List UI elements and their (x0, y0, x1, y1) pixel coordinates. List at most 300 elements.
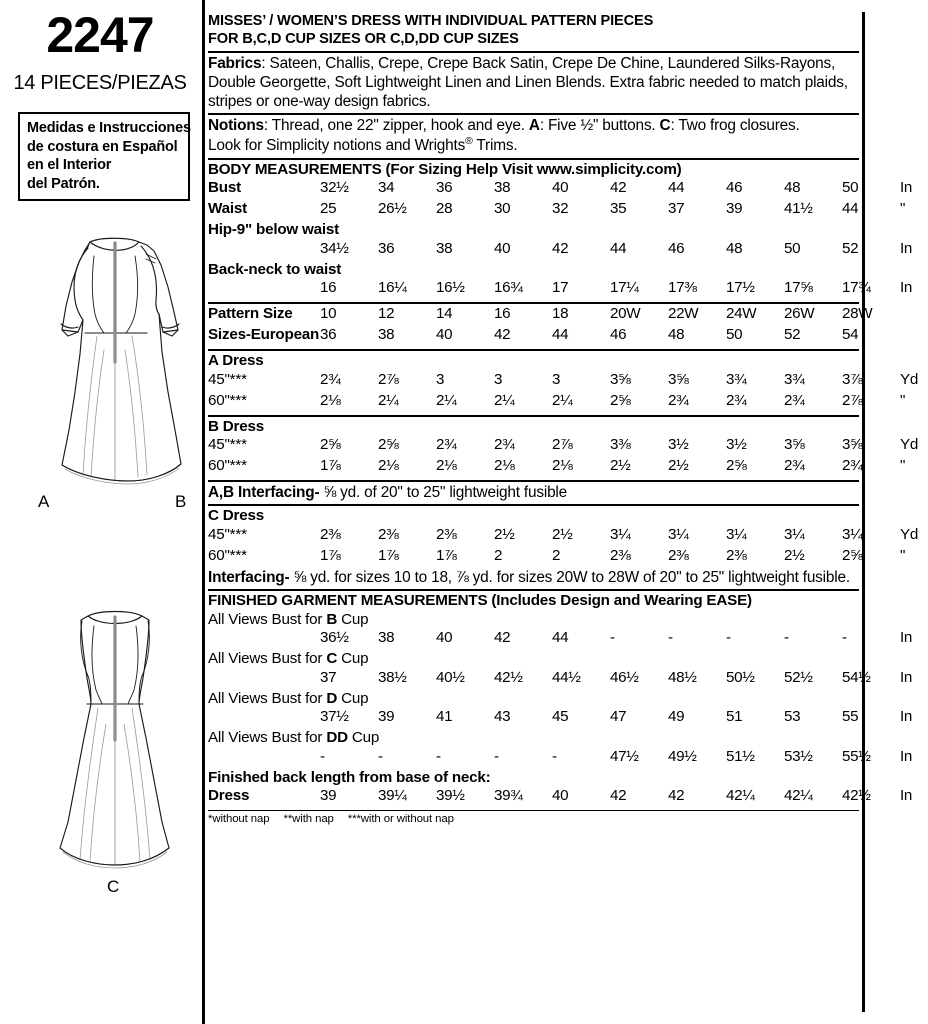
fabrics-section (208, 53, 856, 114)
cell: 2⅝ (610, 391, 631, 409)
row-cells (320, 787, 928, 805)
cell: 16½ (436, 279, 465, 297)
cell: 3¼ (726, 526, 747, 544)
cell: 52½ (784, 668, 813, 686)
row-label: 45"*** (208, 370, 247, 388)
cell: 28 (436, 200, 453, 218)
cell: 2¼ (552, 391, 573, 409)
unit-cell: In (900, 239, 913, 257)
interfacing-ab-line (208, 483, 856, 502)
title-line-1: MISSES’ / WOMEN’S DRESS WITH INDIVIDUAL PATTERN PIECES (208, 13, 654, 29)
unit-cell (900, 326, 928, 344)
cell: 39¼ (378, 787, 407, 805)
yardage-c-section (208, 506, 918, 589)
row-cells (320, 708, 928, 726)
yardage-c-heading: C Dress (208, 507, 265, 525)
heading-cup: DD (326, 729, 348, 747)
cell: 26½ (378, 200, 407, 218)
cell: 42 (668, 787, 685, 805)
table-row-bust-dd-cup (208, 747, 913, 769)
row-label: Waist (208, 200, 247, 218)
cell: 36 (436, 179, 453, 197)
dress-illustration-c (36, 608, 196, 870)
spanish-notice-line-1: Medidas e Instrucciones (27, 120, 191, 136)
cell: - (494, 747, 499, 765)
cell: 2⅛ (320, 391, 341, 409)
cell: 2⅜ (610, 547, 631, 565)
unit-cell: " (900, 200, 906, 218)
cell: 2⅜ (436, 526, 457, 544)
cell: 40 (436, 629, 453, 647)
row-cells (320, 326, 928, 344)
cell: 17⅜ (668, 279, 697, 297)
unit-cell: In (900, 279, 913, 297)
cell: 53 (784, 708, 801, 726)
spanish-notice-line-2: de costura en Español (27, 138, 178, 155)
cell: 40 (552, 787, 569, 805)
row-label: 45"*** (208, 526, 247, 544)
heading-suffix: Cup (347, 729, 380, 747)
finished-group-heading-dd (208, 729, 856, 748)
cell: 1⅞ (320, 457, 341, 475)
cell: 25 (320, 200, 337, 218)
unit-cell: In (900, 668, 913, 686)
cell: 1⅞ (320, 547, 341, 565)
sizes-section (208, 304, 873, 349)
cell: - (436, 747, 441, 765)
cell: 39¾ (494, 787, 523, 805)
cell: 16¾ (494, 279, 523, 297)
cell: 2⅛ (436, 457, 457, 475)
cell: 2½ (494, 526, 515, 544)
cell: 42 (610, 179, 627, 197)
table-row-bust-b-cup (208, 629, 913, 650)
hip-heading: Hip-9" below waist (208, 221, 340, 239)
cell: - (842, 629, 847, 647)
cell: 2⅛ (552, 457, 573, 475)
notions-label: Notions (208, 117, 264, 135)
cell: 30 (494, 200, 511, 218)
yardage-b-section (208, 417, 918, 481)
cell: 2⅝ (726, 457, 747, 475)
table-row-a-60 (208, 391, 906, 413)
pieces-count: 14 PIECES/PIEZAS (13, 72, 187, 94)
row-cells (320, 371, 928, 389)
table-row-c-45 (208, 526, 918, 547)
cell: 37 (668, 200, 685, 218)
cell: 3⅝ (610, 370, 631, 388)
cell: 36 (320, 326, 337, 344)
interfacing-c-text: ⅝ yd. for sizes 10 to 18, ⅞ yd. for sizes 20W to 28W of 20" to 25" lightweight fusible. (289, 569, 850, 587)
row-label: 60"*** (208, 457, 247, 475)
notions-text-c: : Two frog closures. (670, 117, 800, 135)
cell: 40 (494, 239, 511, 257)
cell: 2¾ (494, 436, 515, 454)
unit-cell: In (900, 708, 913, 726)
cell: 41½ (784, 200, 813, 218)
cell: 2¼ (378, 391, 399, 409)
cell: 38½ (378, 668, 407, 686)
cell: 46 (610, 326, 627, 344)
cell: 2½ (610, 457, 631, 475)
cell: 47 (610, 708, 627, 726)
finished-group-heading-c (208, 650, 856, 669)
cell: - (610, 629, 615, 647)
cell: 48 (668, 326, 685, 344)
cell: 32½ (320, 179, 349, 197)
body-measurements-heading: BODY MEASUREMENTS (For Sizing Help Visit www.simplicity.com) (208, 160, 682, 178)
cell: 24W (726, 305, 757, 323)
figure-label-a: A (38, 492, 50, 511)
row-cells (320, 279, 928, 297)
unit-cell: In (900, 179, 913, 197)
cell: - (320, 747, 325, 765)
cell: 50 (842, 179, 859, 197)
footnotes (208, 811, 856, 825)
title-line-2: FOR B,C,D CUP SIZES OR C,D,DD CUP SIZES (208, 30, 519, 47)
row-cells (320, 547, 928, 565)
cell: 2 (494, 547, 503, 565)
cell: - (552, 747, 557, 765)
cell: 3⅝ (668, 370, 689, 388)
row-label: 45"*** (208, 436, 247, 454)
row-cells (320, 669, 928, 687)
cell: 35 (610, 200, 627, 218)
cell: 2⅜ (378, 526, 399, 544)
cell: 55½ (842, 747, 871, 765)
cell: 3⅜ (610, 436, 631, 454)
cell: 39 (320, 787, 337, 805)
cell: 44 (552, 326, 569, 344)
cell: 36 (378, 239, 395, 257)
row-cells (320, 240, 928, 258)
table-row-european-size (208, 326, 859, 347)
cell: 44 (668, 179, 685, 197)
cell: 2½ (668, 457, 689, 475)
heading-suffix: Cup (337, 610, 369, 628)
cell: 52 (784, 326, 801, 344)
unit-cell: " (900, 547, 906, 565)
table-row-waist (208, 200, 906, 221)
cell: 2¼ (494, 391, 515, 409)
row-cells (320, 457, 928, 475)
cell: 39½ (436, 787, 465, 805)
cell: 48 (726, 239, 743, 257)
cell: 2⅝ (378, 436, 399, 454)
cell: 2¾ (726, 391, 747, 409)
notions-line-1 (208, 116, 856, 135)
footnote-with-or-without-nap: ***with or without nap (347, 813, 454, 826)
cell: 2¾ (436, 436, 457, 454)
cell: 40 (552, 179, 569, 197)
cell: 3⅝ (842, 436, 863, 454)
cell: 17¼ (610, 279, 639, 297)
cell: 43 (494, 708, 511, 726)
row-label: Pattern Size (208, 305, 293, 323)
body-measurements-section (208, 160, 913, 303)
fabrics-label: Fabrics (208, 54, 262, 72)
cell: 34½ (320, 239, 349, 257)
table-row-c-60 (208, 547, 906, 568)
cell: 42 (494, 326, 511, 344)
cell: 2¾ (320, 370, 341, 388)
cell: 40½ (436, 668, 465, 686)
yardage-a-heading: A Dress (208, 352, 264, 370)
cell: 10 (320, 305, 337, 323)
cell: 42½ (494, 668, 523, 686)
finished-heading: FINISHED GARMENT MEASUREMENTS (Includes Design and Wearing EASE) (208, 592, 752, 610)
cell: 1⅞ (378, 547, 399, 565)
cell: 54½ (842, 668, 871, 686)
unit-cell: Yd (900, 370, 918, 388)
notions-text-b: : Five ½" buttons. (539, 117, 660, 135)
cell: 2⅜ (668, 547, 689, 565)
cell: 2¼ (436, 391, 457, 409)
unit-cell: Yd (900, 436, 918, 454)
cell: 28W (842, 305, 873, 323)
fabrics-paragraph (208, 54, 856, 112)
row-cells (320, 526, 928, 544)
heading-prefix: All Views Bust for (208, 689, 327, 707)
cell: 55 (842, 708, 859, 726)
information-panel (208, 12, 918, 1012)
cell: - (784, 629, 789, 647)
cell: 50½ (726, 668, 755, 686)
cell: 2¾ (784, 391, 805, 409)
cell: 50 (726, 326, 743, 344)
cell: 2¾ (842, 457, 863, 475)
table-row-backneck (208, 279, 913, 300)
yardage-a-section (208, 351, 918, 415)
cell: 16¼ (378, 279, 407, 297)
heading-suffix: Cup (337, 689, 369, 707)
cell: 48 (784, 179, 801, 197)
figure-label-c: C (107, 877, 120, 896)
cell: 3½ (726, 436, 747, 454)
row-cells (320, 436, 928, 454)
spanish-notice-line-4: del Patrón. (27, 175, 100, 192)
heading-cup: C (326, 650, 338, 668)
cell: 16 (494, 305, 511, 323)
cell: 52 (842, 239, 859, 257)
cell: 34 (378, 179, 395, 197)
cell: 2⅛ (494, 457, 515, 475)
cell: 2¾ (668, 391, 689, 409)
cell: 3¾ (784, 370, 805, 388)
row-label: Bust (208, 179, 241, 197)
cell: 14 (436, 305, 453, 323)
table-row-a-45 (208, 370, 918, 392)
cell: 17¾ (842, 279, 871, 297)
cell: 2⅞ (842, 391, 863, 409)
unit-cell: " (900, 391, 906, 409)
spanish-notice-line-3: en el Interior (27, 157, 112, 174)
cell: 2⅞ (378, 370, 399, 388)
cell: 17½ (726, 279, 755, 297)
cell: 46 (726, 179, 743, 197)
table-row-b-45 (208, 436, 918, 457)
finished-measurements-section (208, 591, 913, 810)
cell: 51½ (726, 747, 755, 765)
back-length-heading: Finished back length from base of neck: (208, 768, 491, 786)
cell: 53½ (784, 747, 813, 765)
cell: 42 (610, 787, 627, 805)
cell: 42 (552, 239, 569, 257)
cell: 38 (494, 179, 511, 197)
pattern-number: 2247 (46, 7, 154, 63)
row-cells (320, 392, 928, 410)
table-row-hip (208, 239, 913, 261)
dress-c-svg (36, 608, 196, 870)
cell: 2¾ (784, 457, 805, 475)
notions-brand-text: Look for Simplicity notions and Wrights (208, 137, 466, 155)
cell: 54 (842, 326, 859, 344)
cell: 2⅝ (842, 547, 863, 565)
cell: 2½ (784, 547, 805, 565)
left-panel (0, 0, 205, 1024)
cell: 3¼ (842, 526, 863, 544)
view-a-marker: A (528, 117, 540, 135)
heading-prefix: All Views Bust for (208, 729, 327, 747)
cell: 2½ (552, 526, 573, 544)
cell: 38 (378, 326, 395, 344)
finished-group-heading-d (208, 690, 856, 709)
cell: 2⅜ (320, 526, 341, 544)
row-cells (320, 305, 928, 323)
row-cells (320, 629, 928, 647)
interfacing-ab-section (208, 482, 856, 504)
cell: 44 (552, 629, 569, 647)
cell: 3⅝ (784, 436, 805, 454)
table-row-pattern-size (208, 305, 873, 326)
heading-cup: B (326, 610, 338, 628)
dress-illustration-ab (28, 232, 198, 494)
cell: 42½ (842, 787, 871, 805)
cell: 17⅝ (784, 279, 813, 297)
notions-text-a: : Thread, one 22" zipper, hook and eye. (263, 117, 529, 135)
cell: 42 (494, 629, 511, 647)
cell: 3¾ (726, 370, 747, 388)
footnote-without-nap: *without nap (208, 813, 270, 826)
cell: 3 (552, 370, 561, 388)
cell: 2⅜ (726, 547, 747, 565)
cell: 3 (436, 370, 445, 388)
heading-prefix: All Views Bust for (208, 610, 327, 628)
cell: 47½ (610, 747, 639, 765)
backneck-heading: Back-neck to waist (208, 260, 342, 278)
cell: 46½ (610, 668, 639, 686)
interfacing-c-line (208, 568, 856, 587)
heading-suffix: Cup (337, 650, 369, 668)
cell: 3¼ (668, 526, 689, 544)
cell: 42¼ (784, 787, 813, 805)
cell: 2 (552, 547, 561, 565)
unit-cell (900, 305, 928, 323)
unit-cell: " (900, 457, 906, 475)
unit-cell: In (900, 747, 913, 765)
dress-ab-svg (28, 232, 198, 494)
cell: 49½ (668, 747, 697, 765)
cell: 17 (552, 279, 569, 297)
cell: 18 (552, 305, 569, 323)
yardage-b-heading: B Dress (208, 417, 265, 435)
finished-group-heading-b (208, 611, 856, 630)
cell: 48½ (668, 668, 697, 686)
cell: 12 (378, 305, 395, 323)
unit-cell: In (900, 787, 913, 805)
fabrics-text: : Sateen, Challis, Crepe, Crepe Back Satin, Crepe De Chine, Laundered Silks-Rayons, Double Georgette, Soft Lightweight Linen and Linen Blends. Extra fabric needed to match plaids, stripes or one-way design fabrics. (208, 54, 848, 110)
cell: 3½ (668, 436, 689, 454)
interfacing-c-label: Interfacing- (208, 569, 290, 587)
row-cells (320, 200, 928, 218)
figure-label-b: B (175, 492, 187, 511)
cell: 2⅛ (378, 457, 399, 475)
cell: 44 (610, 239, 627, 257)
cell: 3 (494, 370, 503, 388)
unit-cell: Yd (900, 526, 918, 544)
cell: 3¼ (784, 526, 805, 544)
pattern-title (208, 12, 856, 51)
cell: 38 (378, 629, 395, 647)
notions-trims-text: Trims. (472, 137, 518, 155)
row-label: 60"*** (208, 391, 247, 409)
notions-section (208, 115, 856, 157)
cell: 26W (784, 305, 815, 323)
cell: - (726, 629, 731, 647)
cell: 39 (726, 200, 743, 218)
cell: 44 (842, 200, 859, 218)
cell: 42¼ (726, 787, 755, 805)
table-row-bust-c-cup (208, 668, 913, 690)
cell: 38 (436, 239, 453, 257)
heading-cup: D (326, 689, 338, 707)
row-label: Dress (208, 787, 250, 805)
cell: 2⅞ (552, 436, 573, 454)
cell: 51 (726, 708, 743, 726)
table-row-bust-d-cup (208, 708, 913, 729)
cell: 16 (320, 279, 337, 297)
row-label: 60"*** (208, 547, 247, 565)
cell: 2⅝ (320, 436, 341, 454)
unit-cell: In (900, 629, 913, 647)
table-row-b-60 (208, 457, 906, 478)
notions-line-2 (208, 135, 856, 155)
cell: 32 (552, 200, 569, 218)
table-row-back-length-dress (208, 787, 913, 808)
cell: 50 (784, 239, 801, 257)
footnote-with-nap: **with nap (283, 813, 334, 826)
cell: 46 (668, 239, 685, 257)
cell: 49 (668, 708, 685, 726)
cell: 45 (552, 708, 569, 726)
cell: 37½ (320, 708, 349, 726)
cell: 3⅞ (842, 370, 863, 388)
view-c-marker: C (659, 117, 671, 135)
cell: 41 (436, 708, 453, 726)
cell: 1⅞ (436, 547, 457, 565)
cell: 22W (668, 305, 699, 323)
cell: 39 (378, 708, 395, 726)
spanish-notice-box (18, 112, 190, 201)
cell: 36½ (320, 629, 349, 647)
cell: 37 (320, 668, 337, 686)
registered-icon: ® (465, 136, 473, 148)
heading-prefix: All Views Bust for (208, 650, 327, 668)
table-row-bust (208, 179, 913, 200)
cell: - (378, 747, 383, 765)
row-label: Sizes-European (208, 326, 320, 344)
cell: 40 (436, 326, 453, 344)
